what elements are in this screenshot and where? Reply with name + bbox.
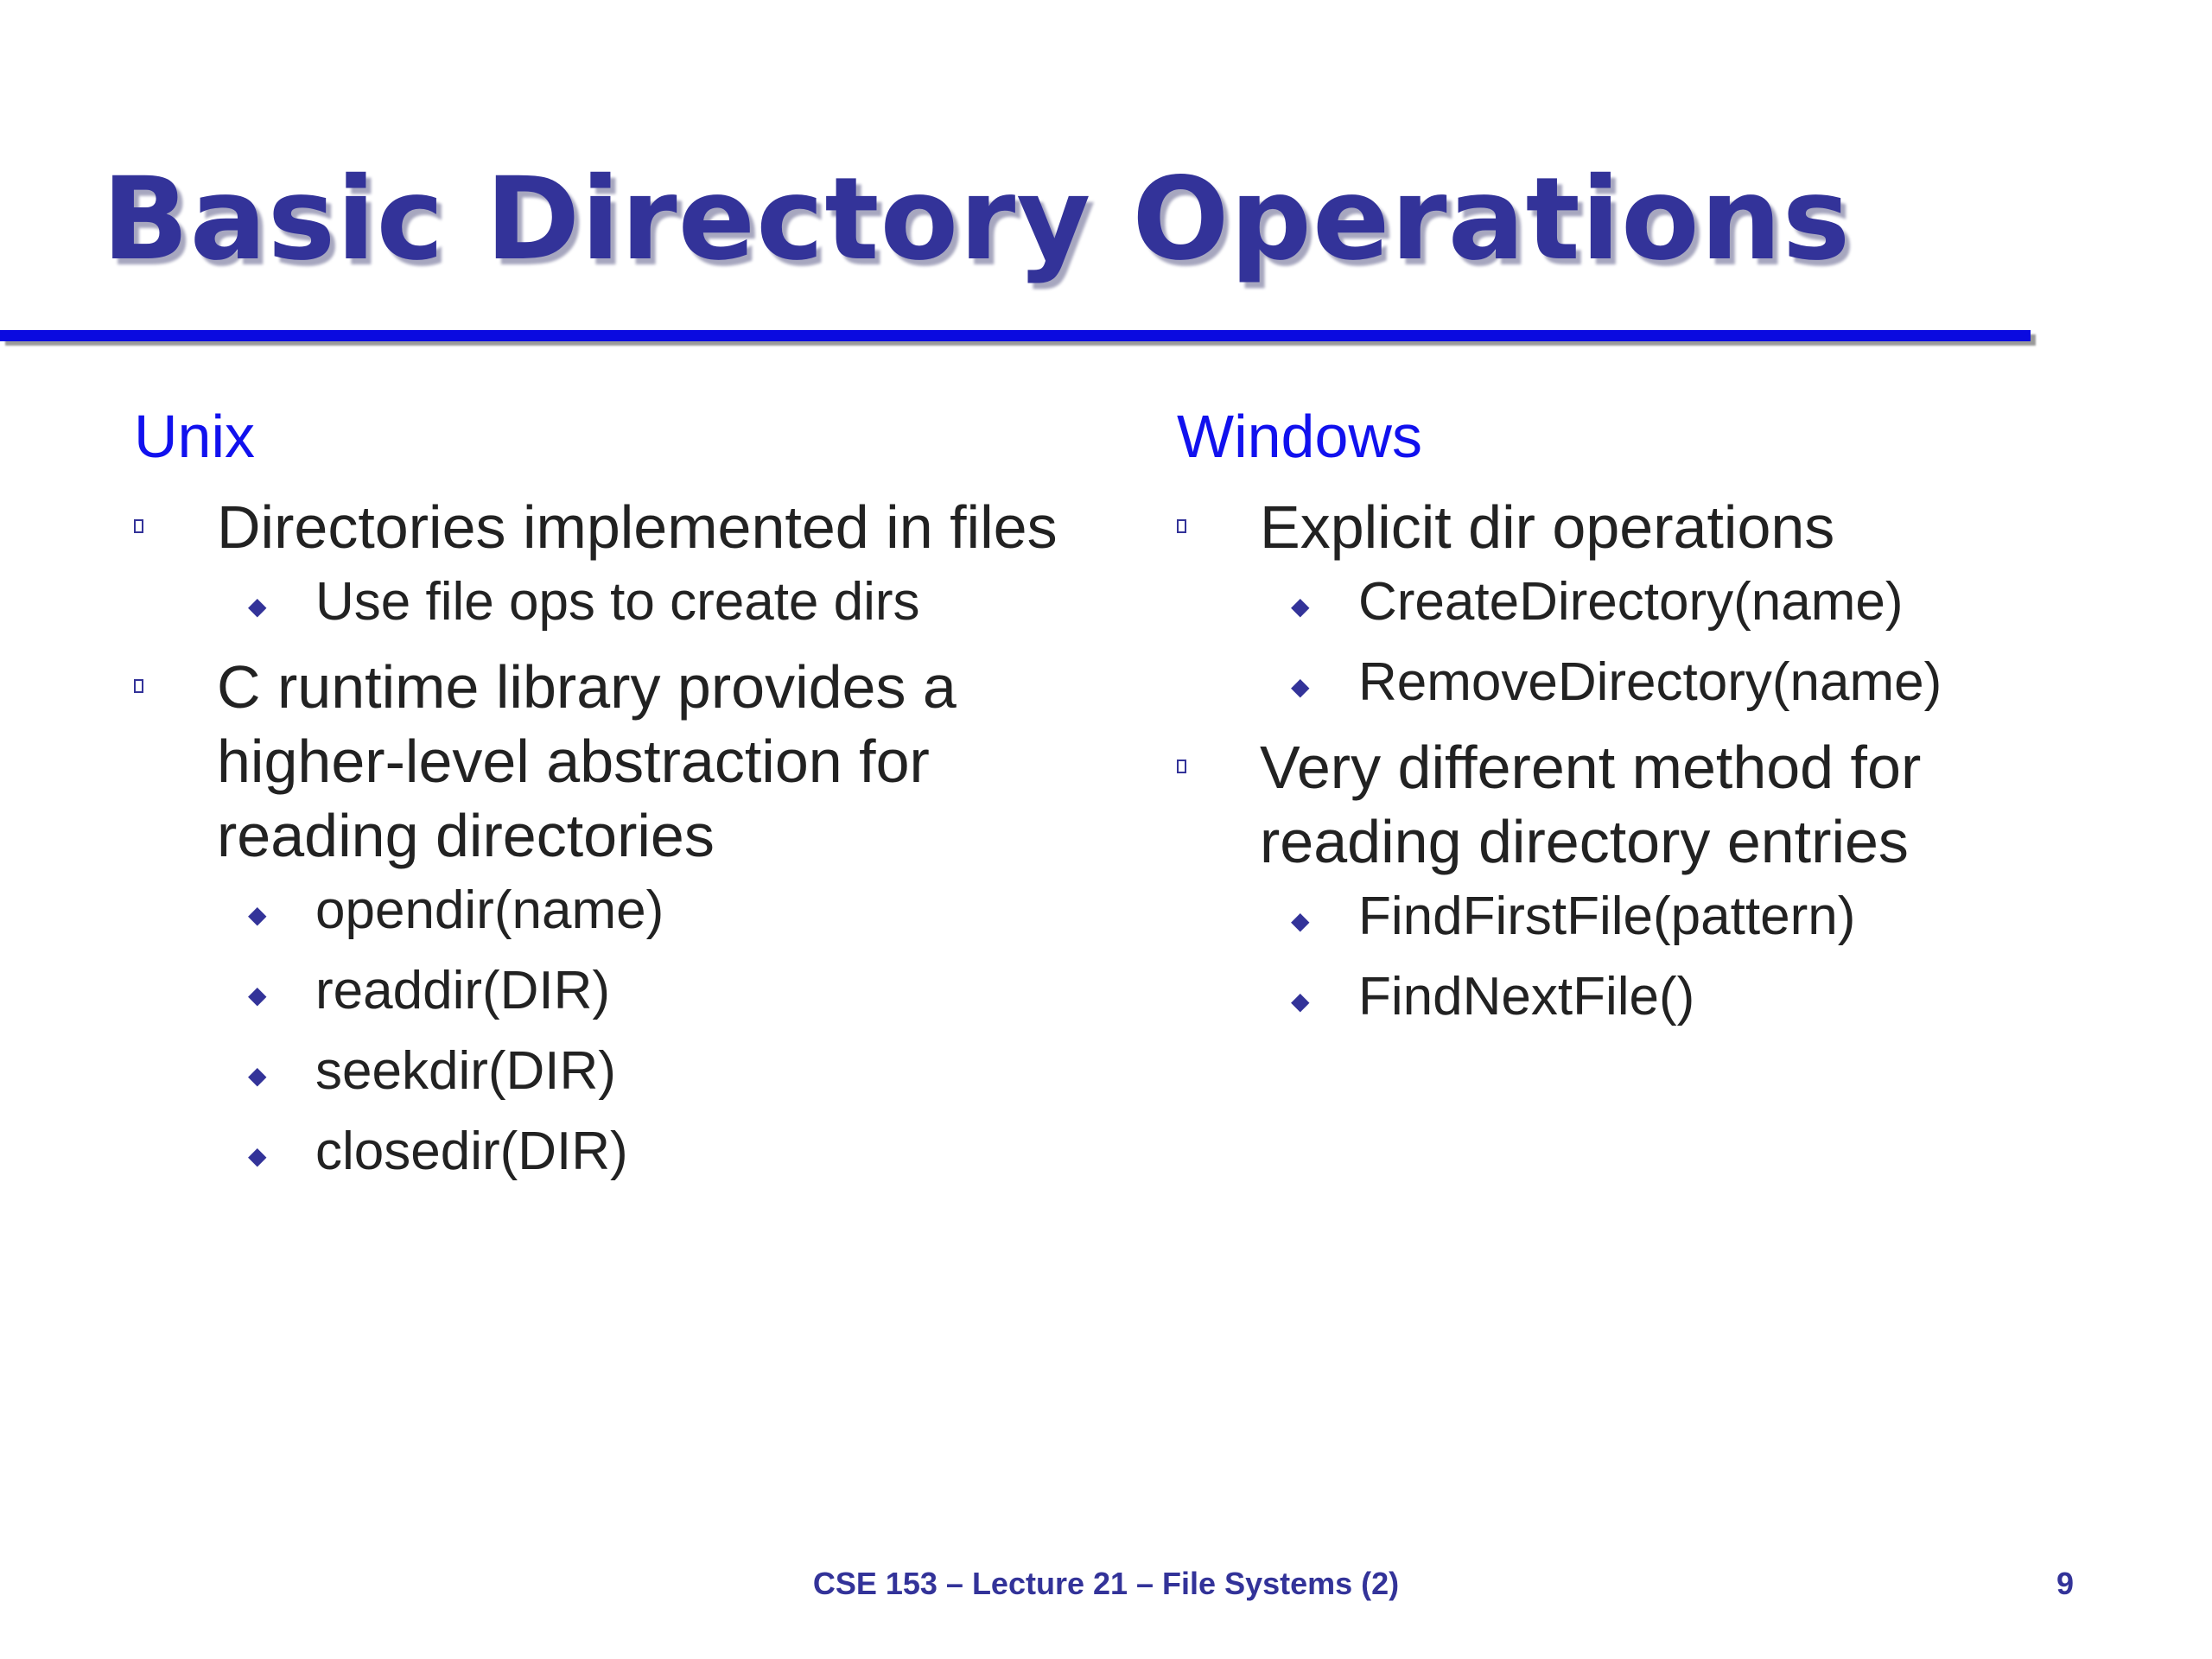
list-item (217, 878, 1128, 944)
sub-bullet-text: CreateDirectory(name) (1358, 572, 1904, 632)
list-item (1260, 884, 2171, 950)
page-number: 9 (2056, 1566, 2075, 1601)
sub-bullet-text: readdir(DIR) (315, 961, 611, 1020)
sub-bullet-list (1260, 884, 2171, 1030)
list-item (1260, 569, 2171, 635)
list-item (1177, 730, 2171, 1030)
diamond-icon: ◆ (1291, 907, 1310, 934)
diamond-icon: ◆ (1291, 988, 1310, 1014)
sub-bullet-text: opendir(name) (315, 880, 664, 940)
list-item (1260, 964, 2171, 1030)
diamond-icon: ◆ (248, 982, 267, 1008)
diamond-icon: ◆ (248, 1142, 267, 1169)
windows-column (1177, 403, 2171, 1045)
diamond-icon: ◆ (248, 901, 267, 928)
list-item (134, 650, 1128, 1185)
title-underline (0, 330, 2031, 341)
bullet-text: Very different method for reading directory entries (1260, 734, 1922, 875)
list-item (1177, 490, 2171, 715)
sub-bullet-list (1260, 569, 2171, 715)
sub-bullet-list (217, 878, 1128, 1185)
sub-bullet-text: seekdir(DIR) (315, 1041, 616, 1101)
sub-bullet-list (217, 569, 1128, 635)
sub-bullet-text: Use file ops to create dirs (315, 572, 920, 632)
windows-bullet-list (1177, 490, 2171, 1030)
bullet-text: Directories implemented in files (217, 493, 1058, 561)
list-item (217, 569, 1128, 635)
list-item (1260, 650, 2171, 715)
sub-bullet-text: FindNextFile() (1358, 967, 1695, 1027)
sub-bullet-text: FindFirstFile(pattern) (1358, 887, 1856, 946)
hollow-square-icon (134, 679, 143, 693)
list-item (217, 1119, 1128, 1185)
diamond-icon: ◆ (248, 1062, 267, 1089)
diamond-icon: ◆ (248, 593, 267, 620)
slide-title: Basic Directory Operations (102, 153, 1852, 286)
sub-bullet-text: closedir(DIR) (315, 1122, 628, 1181)
unix-column (134, 403, 1128, 1199)
hollow-square-icon (134, 519, 143, 533)
bullet-text: C runtime library provides a higher-level abstraction for reading directories (217, 653, 957, 869)
unix-heading: Unix (134, 403, 256, 470)
list-item (217, 958, 1128, 1024)
bullet-text: Explicit dir operations (1260, 493, 1835, 561)
hollow-square-icon (1177, 519, 1186, 533)
hollow-square-icon (1177, 760, 1186, 773)
diamond-icon: ◆ (1291, 673, 1310, 700)
list-item (217, 1039, 1128, 1104)
diamond-icon: ◆ (1291, 593, 1310, 620)
windows-heading: Windows (1177, 403, 1422, 470)
footer-lecture-title: CSE 153 – Lecture 21 – File Systems (2) (812, 1566, 1400, 1601)
sub-bullet-text: RemoveDirectory(name) (1358, 652, 1942, 712)
unix-bullet-list (134, 490, 1128, 1185)
list-item (134, 490, 1128, 635)
